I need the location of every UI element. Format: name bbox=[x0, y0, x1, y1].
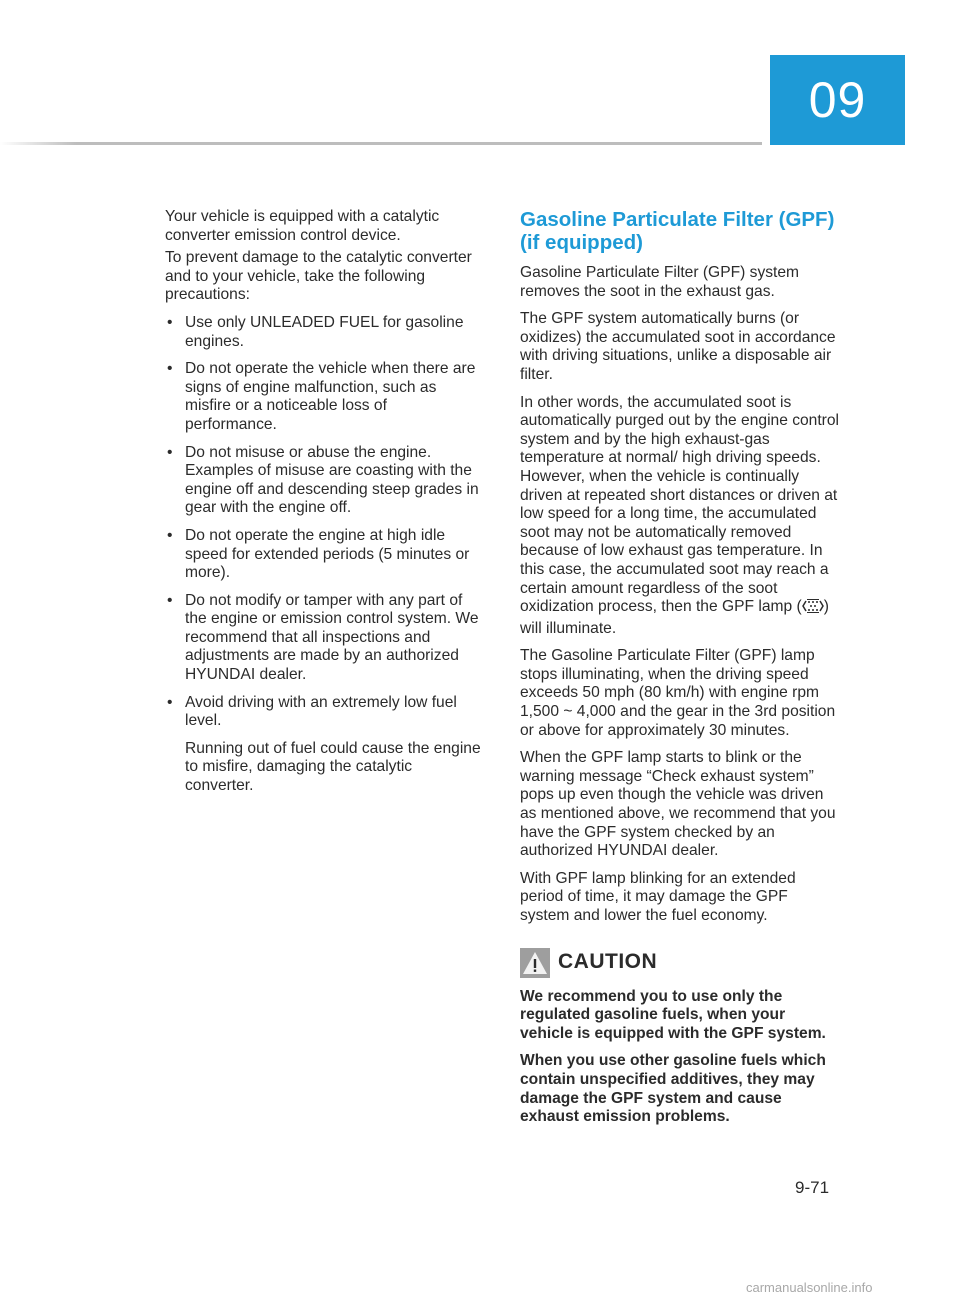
list-item bbox=[165, 360, 483, 434]
list-item-text: Avoid driving with an extremely low fuel level. bbox=[185, 693, 457, 730]
gpf-paragraph-5: When the GPF lamp starts to blink or the warning message “Check exhaust system” pops up even though the vehicle was driven as mentioned above, we recommend that you have the GPF system checked by an authorized HYUNDAI dealer. bbox=[520, 749, 836, 860]
list-item-text: Use only UNLEADED FUEL for gasoline engines. bbox=[185, 313, 464, 350]
list-item bbox=[165, 527, 483, 583]
precautions-list bbox=[165, 314, 483, 796]
header-rule bbox=[0, 142, 762, 145]
gpf-paragraph-3-pre: In other words, the accumulated soot is automatically purged out by the engine control system and by the high exhaust-gas temperature at normal/ high driving speeds. However, when the vehicle is continually driven at repeated short distances or driven at low speed for a long time, the accumulated soot may not be automatically removed because of low exhaust gas temperature. In this case, the accumulated soot may reach a certain amount regardless of the soot oxidization process, then the GPF lamp ( bbox=[520, 393, 840, 616]
gpf-paragraph-2: The GPF system automatically burns (or oxidizes) the accumulated soot in accordance with driving situations, unlike a disposable air filter. bbox=[520, 310, 836, 383]
gpf-paragraph-1: Gasoline Particulate Filter (GPF) system removes the soot in the exhaust gas. bbox=[520, 264, 800, 300]
gpf-lamp-icon bbox=[802, 598, 824, 620]
page-number: 9-71 bbox=[795, 1178, 830, 1197]
list-item-text: Do not modify or tamper with any part of the engine or emission control system. We recommend that all inspections and adjustments are made by an authorized HYUNDAI dealer. bbox=[185, 591, 479, 684]
lead-paragraph: To prevent damage to the catalytic converter and to your vehicle, take the following precautions: bbox=[165, 249, 472, 304]
bullet-glyph: • bbox=[167, 591, 173, 609]
bullet-glyph: • bbox=[167, 526, 173, 544]
list-item bbox=[165, 694, 483, 796]
caution-paragraph-1: We recommend you to use only the regulated gasoline fuels, when your vehicle is equipped with the GPF system. bbox=[520, 987, 826, 1042]
section-heading: Gasoline Particulate Filter (GPF) (if equipped) bbox=[520, 208, 835, 254]
caution-title: CAUTION bbox=[558, 950, 658, 974]
bullet-glyph: • bbox=[167, 360, 173, 378]
list-item-subtext: Running out of fuel could cause the engine to misfire, damaging the catalytic converter. bbox=[185, 739, 481, 795]
list-item bbox=[165, 444, 483, 518]
bullet-glyph: • bbox=[167, 443, 173, 461]
intro-paragraph: Your vehicle is equipped with a catalytic converter emission control device. bbox=[165, 208, 440, 244]
list-item-text: Do not operate the vehicle when there are signs of engine malfunction, such as misfire or a noticeable loss of performance. bbox=[185, 360, 476, 433]
list-item-text: Do not misuse or abuse the engine. Examples of misuse are coasting with the engine off and descending steep grades in gear with the engine off. bbox=[185, 443, 479, 517]
gpf-paragraph-3 bbox=[520, 394, 840, 639]
gpf-paragraph-6: With GPF lamp blinking for an extended period of time, it may damage the GPF system and lower the fuel economy. bbox=[520, 869, 796, 924]
chapter-tab bbox=[770, 55, 905, 145]
watermark: carmanualsonline.info bbox=[746, 1280, 873, 1295]
list-item bbox=[165, 314, 483, 351]
list-item-text: Do not operate the engine at high idle speed for extended periods (5 minutes or more). bbox=[185, 526, 470, 582]
caution-body bbox=[520, 988, 840, 1127]
bullet-glyph: • bbox=[167, 313, 173, 331]
warning-triangle-icon bbox=[520, 948, 550, 978]
caution-paragraph-2: When you use other gasoline fuels which contain unspecified additives, they may damage the GPF system and cause exhaust emission problems. bbox=[520, 1052, 826, 1126]
caution-header bbox=[520, 948, 840, 978]
gpf-paragraph-4: The Gasoline Particulate Filter (GPF) lamp stops illuminating, when the driving speed exceeds 50 mph (80 km/h) with engine rpm 1,500 ~ 4,000 and the gear in the 3rd position or above for approximately 30 minutes. bbox=[520, 647, 836, 739]
list-item bbox=[165, 592, 483, 685]
bullet-glyph: • bbox=[167, 693, 173, 711]
right-column bbox=[520, 208, 840, 1136]
gpf-paragraph-3-post: ) will illuminate. bbox=[520, 598, 829, 637]
chapter-number: 09 bbox=[808, 72, 867, 128]
left-column bbox=[165, 208, 483, 805]
